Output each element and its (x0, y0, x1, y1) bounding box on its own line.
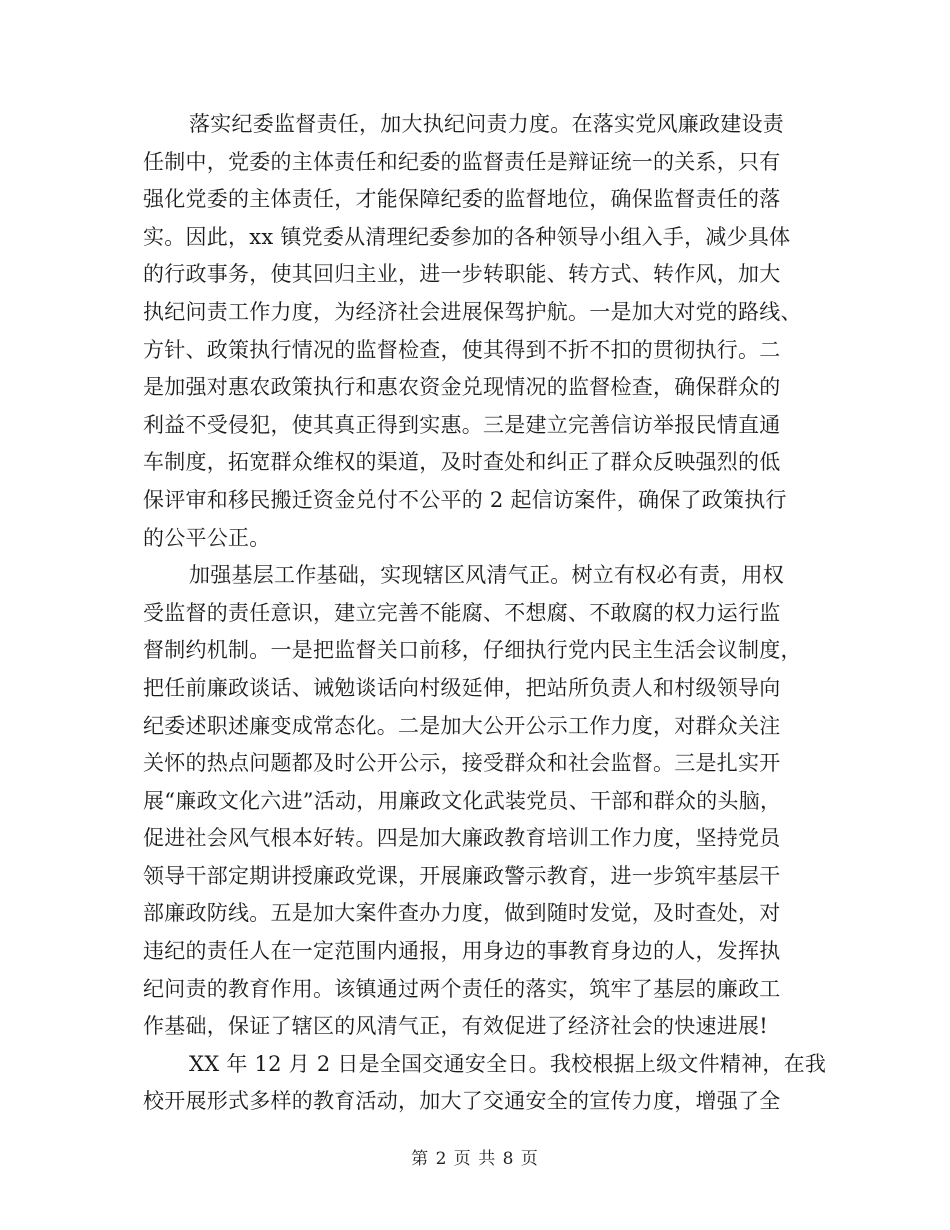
text-line: 是加强对惠农政策执行和惠农资金兑现情况的监督检查，确保群众的 (143, 375, 781, 400)
document-body (143, 106, 827, 1121)
text-line: 部廉政防线。五是加大案件查办力度，做到随时发觉，及时查处，对 (143, 901, 781, 926)
text-line: 利益不受侵犯，使其真正得到实惠。三是建立完善信访举报民情直通 (143, 412, 781, 437)
text-line: 受监督的责任意识，建立完善不能腐、不想腐、不敢腐的权力运行监 (143, 600, 781, 625)
text-line: 执纪问责工作力度，为经济社会进展保驾护航。一是加大对党的路线、 (143, 299, 802, 324)
text-line: 把任前廉政谈话、诫勉谈话向村级延伸，把站所负责人和村级领导向 (143, 675, 781, 700)
text-line: 任制中，党委的主体责任和纪委的监督责任是辩证统一的关系，只有 (143, 149, 781, 174)
text-line: 关怀的热点问题都及时公开公示，接受群众和社会监督。三是扎实开 (143, 751, 781, 776)
text-line: XX 年 12 月 2 日是全国交通安全日。我校根据上级文件精神，在我 (189, 1051, 827, 1076)
text-line: 领导干部定期讲授廉政党课，开展廉政警示教育，进一步筑牢基层干 (143, 863, 781, 888)
text-line: 强化党委的主体责任，才能保障纪委的监督地位，确保监督责任的落 (143, 187, 781, 212)
text-line: 纪问责的教育作用。该镇通过两个责任的落实，筑牢了基层的廉政工 (143, 976, 781, 1001)
text-line: 加强基层工作基础，实现辖区风清气正。树立有权必有责，用权 (189, 563, 784, 588)
text-line: 作基础，保证了辖区的风清气正，有效促进了经济社会的快速进展! (143, 1014, 768, 1039)
text-line: 实。因此，xx 镇党委从清理纪委参加的各种领导小组入手，减少具体 (143, 224, 791, 249)
text-line: 的行政事务，使其回归主业，进一步转职能、转方式、转作风，加大 (143, 262, 781, 287)
text-line: 车制度，拓宽群众维权的渠道，及时查处和纠正了群众反映强烈的低 (143, 450, 781, 475)
text-line: 纪委述职述廉变成常态化。二是加大公开公示工作力度，对群众关注 (143, 713, 781, 738)
text-line: 方针、政策执行情况的监督检查，使其得到不折不扣的贯彻执行。二 (143, 337, 781, 362)
page-footer: 第 2 页 共 8 页 (411, 1149, 539, 1169)
text-line: 促进社会风气根本好转。四是加大廉政教育培训工作力度，坚持党员 (143, 826, 781, 851)
text-line: 违纪的责任人在一定范围内通报，用身边的事教育身边的人，发挥执 (143, 939, 781, 964)
text-line: 展“廉政文化六进”活动，用廉政文化武装党员、干部和群众的头脑， (143, 788, 782, 813)
text-line: 落实纪委监督责任，加大执纪问责力度。在落实党风廉政建设责 (189, 112, 784, 136)
text-line: 校开展形式多样的教育活动，加大了交通安全的宣传力度，增强了全 (143, 1089, 781, 1114)
text-line: 的公平公正。 (143, 525, 271, 550)
text-line: 保评审和移民搬迁资金兑付不公平的 2 起信访案件，确保了政策执行 (143, 487, 787, 512)
text-line: 督制约机制。一是把监督关口前移，仔细执行党内民主生活会议制度， (143, 638, 802, 663)
